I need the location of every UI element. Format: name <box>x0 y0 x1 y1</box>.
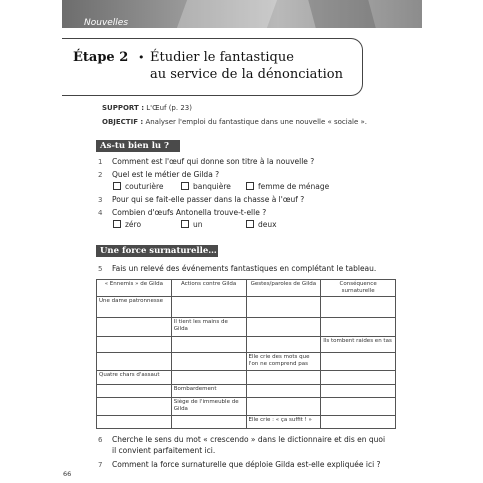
question-text-line-2: il convient parfaitement ici. <box>112 446 216 455</box>
table-cell[interactable] <box>246 370 321 384</box>
table-cell[interactable] <box>171 336 246 352</box>
question-text: Pour qui se fait-elle passer dans la chasse à l'œuf ? <box>112 195 305 204</box>
question-text: Comment est l'œuf qui donne son titre à la nouvelle ? <box>112 157 315 166</box>
table-cell[interactable]: Quatre chars d'assaut <box>97 370 172 384</box>
option-checkbox[interactable] <box>246 182 329 191</box>
banner-texture <box>177 0 277 28</box>
column-header: Conséquence surnaturelle <box>321 280 396 297</box>
option-label: un <box>193 220 203 229</box>
table-cell[interactable] <box>246 384 321 397</box>
question-number: 7 <box>98 461 103 469</box>
column-header: « Ennemis » de Gilda <box>97 280 172 297</box>
checkbox[interactable] <box>181 220 189 228</box>
option-checkbox[interactable] <box>113 182 163 191</box>
table-cell[interactable] <box>97 415 172 428</box>
column-header: Actions contre Gilda <box>171 280 246 297</box>
table-row <box>97 415 396 428</box>
option-checkbox[interactable] <box>181 182 231 191</box>
table-cell[interactable] <box>321 415 396 428</box>
table-cell[interactable] <box>171 370 246 384</box>
question-number: 1 <box>98 158 103 166</box>
question-number: 5 <box>98 265 103 273</box>
title-line-2: au service de la dénonciation <box>150 67 343 82</box>
table-cell[interactable] <box>97 352 172 370</box>
page-number: 66 <box>63 470 72 478</box>
table-cell[interactable] <box>97 336 172 352</box>
table-row <box>97 336 396 352</box>
table-row <box>97 370 396 384</box>
option-checkbox[interactable] <box>181 220 203 229</box>
table-header-row <box>97 280 396 297</box>
table-cell[interactable]: Ils tombent raides en tas <box>321 336 396 352</box>
checkbox[interactable] <box>113 182 121 190</box>
table-row <box>97 352 396 370</box>
option-label: couturière <box>125 182 164 191</box>
question-text: Combien d'œufs Antonella trouve-t-elle ? <box>112 208 267 217</box>
table-cell[interactable] <box>321 352 396 370</box>
table-cell[interactable] <box>321 296 396 317</box>
title-line-1: Étudier le fantastique <box>150 50 294 65</box>
table-cell[interactable] <box>97 384 172 397</box>
support-label: SUPPORT : <box>102 104 145 112</box>
checkbox[interactable] <box>246 220 254 228</box>
checkbox[interactable] <box>246 182 254 190</box>
table-cell[interactable] <box>321 370 396 384</box>
question-number: 3 <box>98 196 103 204</box>
table-cell[interactable] <box>321 384 396 397</box>
table-row <box>97 384 396 397</box>
option-label: banquière <box>193 182 231 191</box>
table-cell[interactable] <box>321 397 396 415</box>
table-cell[interactable] <box>97 317 172 336</box>
section-heading-supernatural: Une force surnaturelle… <box>96 245 218 257</box>
option-checkbox[interactable] <box>246 220 277 229</box>
question-text: Quel est le métier de Gilda ? <box>112 170 220 179</box>
table-cell[interactable]: Il tient les mains de Gilda <box>171 317 246 336</box>
checkbox[interactable] <box>113 220 121 228</box>
objective-label: OBJECTIF : <box>102 118 144 126</box>
checkbox[interactable] <box>181 182 189 190</box>
table-cell[interactable] <box>171 352 246 370</box>
table-cell[interactable] <box>97 397 172 415</box>
objective-text: Analyser l'emploi du fantastique dans une nouvelle « sociale ». <box>145 118 368 126</box>
option-label: femme de ménage <box>258 182 330 191</box>
question-text: Fais un relevé des événements fantastiques en complétant le tableau. <box>112 264 377 273</box>
table-cell[interactable] <box>246 296 321 317</box>
section-label: Nouvelles <box>84 18 129 28</box>
table-cell[interactable] <box>171 296 246 317</box>
option-label: zéro <box>125 220 142 229</box>
option-checkbox[interactable] <box>113 220 141 229</box>
question-text-line-1: Cherche le sens du mot « crescendo » dans le dictionnaire et dis en quoi <box>112 435 386 444</box>
column-header: Gestes/paroles de Gilda <box>246 280 321 297</box>
table-cell[interactable] <box>246 336 321 352</box>
title-bullet: • <box>138 51 145 64</box>
banner-texture <box>308 0 376 28</box>
step-number: Étape 2 <box>73 50 129 65</box>
table-cell[interactable] <box>246 397 321 415</box>
table-row <box>97 317 396 336</box>
table-cell[interactable]: Bombardement <box>171 384 246 397</box>
events-table <box>96 279 396 429</box>
question-number: 6 <box>98 436 103 444</box>
table-cell[interactable]: Elle crie : « ça suffit ! » <box>246 415 321 428</box>
support-line <box>102 104 192 112</box>
question-number: 4 <box>98 209 103 217</box>
table-cell[interactable]: Elle crie des mots que l'on ne comprend pas <box>246 352 321 370</box>
table-cell[interactable] <box>246 317 321 336</box>
support-text: L'Œuf (p. 23) <box>146 104 192 112</box>
question-number: 2 <box>98 171 103 179</box>
objective-line <box>102 118 367 126</box>
question-text: Comment la force surnaturelle que déploie Gilda est-elle expliquée ici ? <box>112 460 381 469</box>
option-label: deux <box>258 220 277 229</box>
table-cell[interactable]: Une dame patronnesse <box>97 296 172 317</box>
table-cell[interactable] <box>321 317 396 336</box>
section-heading-reading: As-tu bien lu ? <box>96 140 180 152</box>
table-row <box>97 296 396 317</box>
table-cell[interactable] <box>171 415 246 428</box>
table-row <box>97 397 396 415</box>
table-cell[interactable]: Siège de l'immeuble de Gilda <box>171 397 246 415</box>
